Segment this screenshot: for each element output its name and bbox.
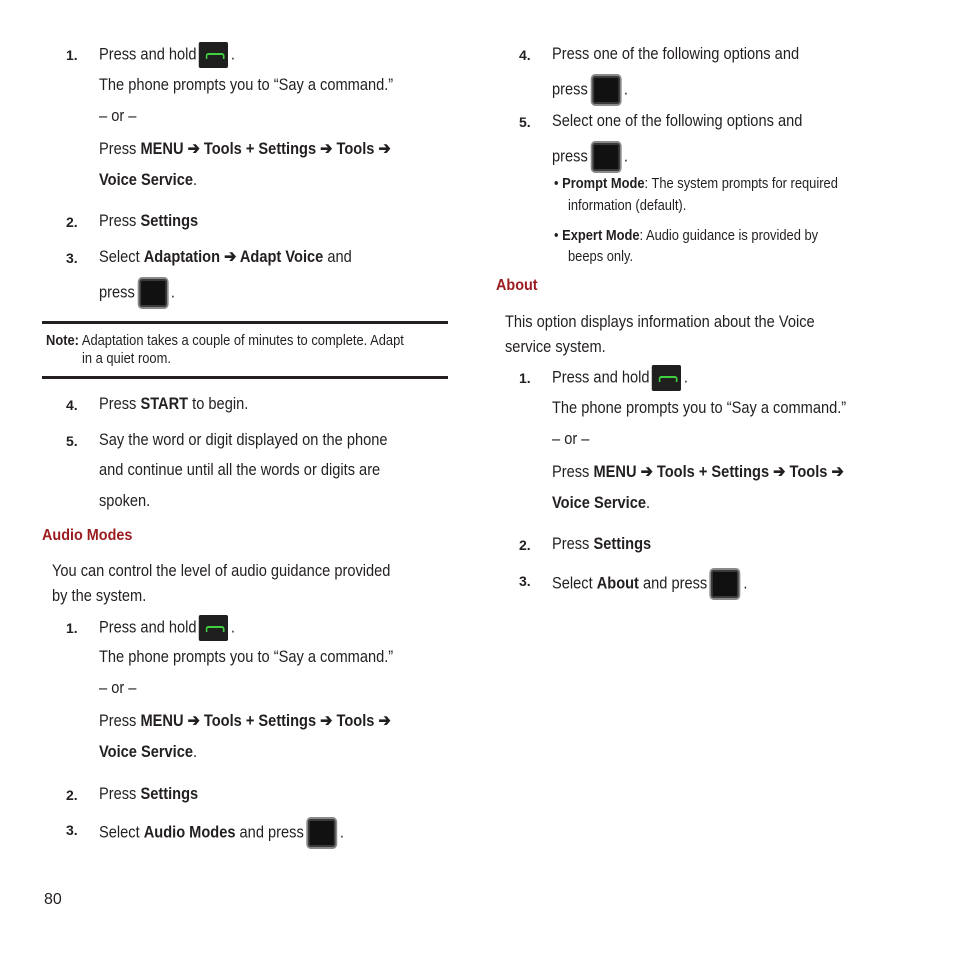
- step-text: Press Settings: [99, 784, 199, 803]
- step-number: 3.: [519, 573, 531, 589]
- step-number: 1.: [66, 47, 78, 63]
- menu-path-text: Press MENU ➔ Tools + Settings ➔ Tools ➔: [552, 462, 844, 481]
- ok-key-icon: [590, 74, 621, 106]
- step-number: 3.: [66, 822, 78, 838]
- section-intro: by the system.: [52, 586, 147, 605]
- menu-path-text: Press MENU ➔ Tools + Settings ➔ Tools ➔: [99, 139, 391, 158]
- section-intro: You can control the level of audio guidance provided: [52, 561, 391, 580]
- step-number: 2.: [66, 787, 78, 803]
- step-subtext: The phone prompts you to “Say a command.”: [552, 398, 847, 417]
- step-text: Select Audio Modes and press .: [99, 817, 344, 849]
- step-text: Select one of the following options and: [552, 111, 803, 130]
- section-intro: service system.: [505, 337, 606, 356]
- send-key-icon: [199, 615, 228, 641]
- menu-path-end: Voice Service.: [99, 742, 198, 761]
- section-heading-about: About: [496, 277, 538, 294]
- section-intro: This option displays information about the Voice: [505, 312, 815, 331]
- step-text: spoken.: [99, 491, 151, 510]
- menu-path-text: Press MENU ➔ Tools + Settings ➔ Tools ➔: [99, 711, 391, 730]
- step-text: press .: [552, 74, 628, 106]
- or-separator: – or –: [99, 678, 137, 697]
- ok-key-icon: [137, 277, 168, 309]
- bullet-item-cont: beeps only.: [568, 248, 634, 265]
- step-text: Say the word or digit displayed on the phone: [99, 430, 388, 449]
- step-subtext: The phone prompts you to “Say a command.”: [99, 75, 394, 94]
- step-text: Select Adaptation ➔ Adapt Voice and: [99, 247, 352, 266]
- step-number: 1.: [519, 370, 531, 386]
- step-text: Press and hold .: [99, 615, 235, 641]
- step-number: 2.: [519, 537, 531, 553]
- ok-key-icon: [306, 817, 337, 849]
- step-number: 5.: [519, 114, 531, 130]
- ok-key-icon: [590, 141, 621, 173]
- step-text: Press Settings: [99, 211, 199, 230]
- note-bottom-rule: [42, 376, 448, 379]
- send-key-icon: [652, 365, 681, 391]
- ok-key-icon: [710, 568, 741, 600]
- step-text: press .: [552, 141, 628, 173]
- or-separator: – or –: [99, 106, 137, 125]
- note-top-rule: [42, 321, 448, 324]
- note: Note: Adaptation takes a couple of minutes to complete. Adapt: [46, 332, 404, 349]
- step-text: Press Settings: [552, 534, 652, 553]
- step-number: 1.: [66, 620, 78, 636]
- step-text: Press START to begin.: [99, 394, 249, 413]
- step-number: 4.: [519, 47, 531, 63]
- step-text: Press and hold .: [552, 365, 688, 391]
- bullet-item: • Expert Mode: Audio guidance is provided by: [554, 227, 819, 244]
- step-text: Press one of the following options and: [552, 44, 800, 63]
- step-text: Press and hold .: [99, 42, 235, 68]
- step-text: press .: [99, 277, 175, 309]
- step-number: 4.: [66, 397, 78, 413]
- or-separator: – or –: [552, 429, 590, 448]
- step-number: 5.: [66, 433, 78, 449]
- step-text: Select About and press .: [552, 568, 747, 600]
- menu-path-end: Voice Service.: [552, 493, 651, 512]
- menu-path-end: Voice Service.: [99, 170, 198, 189]
- step-text: and continue until all the words or digits are: [99, 460, 381, 479]
- step-number: 3.: [66, 250, 78, 266]
- bullet-item-cont: information (default).: [568, 197, 687, 214]
- step-number: 2.: [66, 214, 78, 230]
- section-heading-audio-modes: Audio Modes: [42, 527, 133, 544]
- send-key-icon: [199, 42, 228, 68]
- bullet-item: • Prompt Mode: The system prompts for required: [554, 175, 838, 192]
- step-subtext: The phone prompts you to “Say a command.”: [99, 647, 394, 666]
- page-number: 80: [44, 891, 62, 908]
- note-line-2: in a quiet room.: [82, 350, 171, 367]
